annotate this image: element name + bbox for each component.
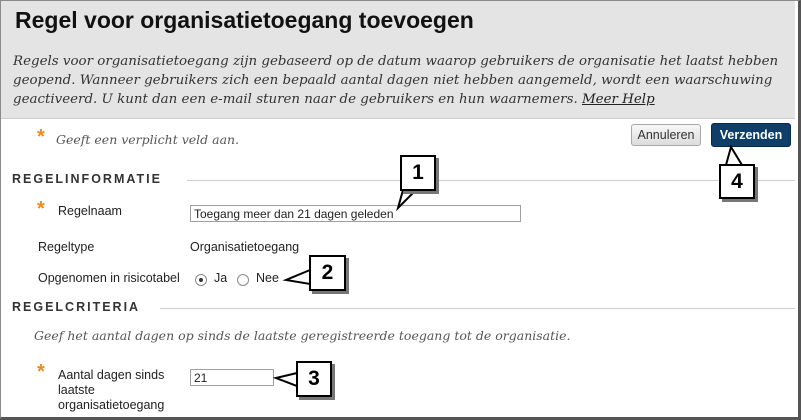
- required-note: Geeft een verplicht veld aan.: [56, 132, 240, 147]
- risk-no-label: Nee: [256, 271, 279, 285]
- rule-type-label: Regeltype: [38, 240, 95, 254]
- days-label-line-2: laatste: [58, 383, 95, 397]
- callout-1: 1: [400, 155, 436, 191]
- cancel-button[interactable]: Annuleren: [631, 124, 701, 146]
- risk-table-label: Opgenomen in risicotabel: [38, 271, 180, 285]
- required-star-icon: *: [37, 126, 45, 148]
- criteria-hint: Geef het aantal dagen op sinds de laatste geregistreerde toegang tot de organisatie.: [34, 328, 571, 343]
- section-title-regelcriteria: REGELCRITERIA: [12, 300, 141, 314]
- days-label-line-1: Aantal dagen sinds: [58, 368, 165, 382]
- rule-name-input[interactable]: Toegang meer dan 21 dagen geleden: [190, 205, 521, 222]
- callout-3: 3: [296, 361, 332, 397]
- days-input[interactable]: 21: [190, 369, 274, 386]
- section-title-regelinformatie: REGELINFORMATIE: [12, 172, 162, 186]
- page-title: Regel voor organisatietoegang toevoegen: [15, 7, 474, 33]
- submit-button[interactable]: Verzenden: [711, 123, 791, 147]
- help-link[interactable]: Meer Help: [581, 92, 655, 107]
- rule-name-label: Regelnaam: [58, 204, 122, 218]
- required-star-icon: *: [37, 198, 45, 220]
- callout-2: 2: [309, 255, 346, 291]
- days-label-line-3: organisatietoegang: [58, 398, 165, 412]
- required-star-icon: *: [37, 361, 45, 383]
- callout-4: 4: [719, 164, 755, 199]
- description-text: Regels voor organisatietoegang zijn gebaseerd op de datum waarop gebruikers de organisatie het laatst hebben geopend. Wanneer gebruikers zich een bepaald aantal dagen niet hebben aangemeld, wordt een waarschuwing geactiveerd. U kunt dan een e-mail sturen naar de gebruikers en hun waarnemers.: [13, 54, 779, 107]
- risk-yes-label: Ja: [214, 271, 228, 285]
- rule-type-value: Organisatietoegang: [190, 240, 300, 254]
